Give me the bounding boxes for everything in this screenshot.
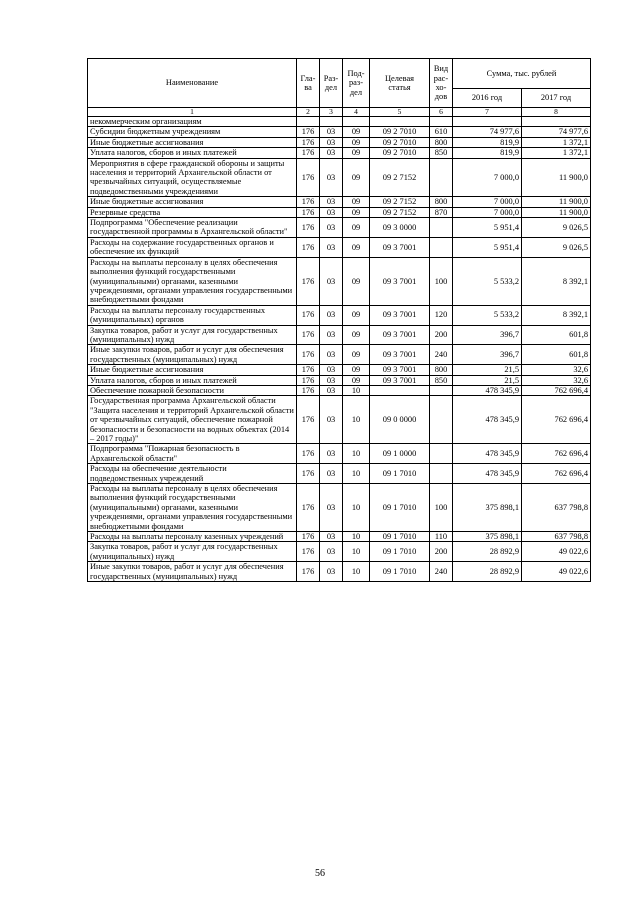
row-amount-2017: 8 392,1	[522, 305, 591, 325]
row-section: 03	[320, 444, 343, 464]
table-row	[88, 542, 591, 562]
row-amount-2016: 375 898,1	[453, 484, 522, 532]
row-chapter: 176	[297, 158, 320, 197]
row-amount-2017: 1 372,1	[522, 148, 591, 158]
table-row	[88, 345, 591, 365]
row-expense-type	[430, 396, 453, 444]
column-index-cell: 4	[343, 108, 370, 117]
header-year-2016: 2016 год	[453, 88, 522, 107]
row-subsection: 09	[343, 207, 370, 217]
column-index-row	[88, 108, 591, 117]
row-chapter: 176	[297, 305, 320, 325]
row-subsection: 09	[343, 365, 370, 375]
row-name: Иные бюджетные ассигнования	[88, 197, 297, 207]
row-subsection: 10	[343, 444, 370, 464]
row-name: Закупка товаров, работ и услуг для государственных (муниципальных) нужд	[88, 542, 297, 562]
row-section: 03	[320, 325, 343, 345]
row-target: 09 1 7010	[370, 542, 430, 562]
row-target: 09 3 7001	[370, 365, 430, 375]
table-row	[88, 385, 591, 395]
column-index-cell: 5	[370, 108, 430, 117]
row-amount-2016: 478 345,9	[453, 385, 522, 395]
row-name: Расходы на выплаты персоналу государственных (муниципальных) органов	[88, 305, 297, 325]
row-section: 03	[320, 345, 343, 365]
row-expense-type: 240	[430, 345, 453, 365]
row-amount-2017: 762 696,4	[522, 396, 591, 444]
row-amount-2016: 819,9	[453, 148, 522, 158]
column-index-cell: 7	[453, 108, 522, 117]
row-amount-2017: 762 696,4	[522, 464, 591, 484]
row-amount-2016: 28 892,9	[453, 542, 522, 562]
column-index-cell: 6	[430, 108, 453, 117]
column-index-cell: 8	[522, 108, 591, 117]
row-section: 03	[320, 542, 343, 562]
table-row	[88, 365, 591, 375]
row-name: Закупка товаров, работ и услуг для государственных (муниципальных) нужд	[88, 325, 297, 345]
row-name: Уплата налогов, сборов и иных платежей	[88, 375, 297, 385]
row-name: Мероприятия в сфере гражданской обороны и защиты населения и территорий Архангельской области от чрезвычайных ситуаций, осуществляемые подведомственными учреждениями	[88, 158, 297, 197]
table-row	[88, 117, 591, 127]
row-expense-type	[430, 237, 453, 257]
header-name: Наименование	[88, 59, 297, 108]
row-chapter: 176	[297, 542, 320, 562]
row-amount-2016: 21,5	[453, 365, 522, 375]
row-subsection: 09	[343, 325, 370, 345]
row-subsection: 09	[343, 148, 370, 158]
row-section: 03	[320, 197, 343, 207]
row-section: 03	[320, 375, 343, 385]
row-name: Подпрограмма "Обеспечение реализации государственной программы в Архангельской области"	[88, 218, 297, 238]
row-name: Расходы на выплаты персоналу казенных учреждений	[88, 532, 297, 542]
row-chapter: 176	[297, 197, 320, 207]
row-chapter: 176	[297, 444, 320, 464]
row-amount-2017: 11 900,0	[522, 197, 591, 207]
row-amount-2016: 478 345,9	[453, 444, 522, 464]
row-target: 09 2 7010	[370, 127, 430, 137]
row-section: 03	[320, 484, 343, 532]
row-chapter: 176	[297, 484, 320, 532]
row-amount-2017: 49 022,6	[522, 542, 591, 562]
table-row	[88, 257, 591, 305]
row-expense-type	[430, 444, 453, 464]
row-chapter: 176	[297, 532, 320, 542]
row-amount-2016	[453, 117, 522, 127]
table-row	[88, 127, 591, 137]
row-expense-type: 610	[430, 127, 453, 137]
row-subsection: 10	[343, 542, 370, 562]
row-section: 03	[320, 365, 343, 375]
row-expense-type: 800	[430, 197, 453, 207]
row-section: 03	[320, 257, 343, 305]
row-chapter: 176	[297, 396, 320, 444]
row-target	[370, 385, 430, 395]
row-expense-type	[430, 385, 453, 395]
row-chapter: 176	[297, 218, 320, 238]
column-index-cell: 1	[88, 108, 297, 117]
row-amount-2017: 762 696,4	[522, 385, 591, 395]
row-subsection: 09	[343, 197, 370, 207]
row-chapter: 176	[297, 207, 320, 217]
row-amount-2016: 5 951,4	[453, 218, 522, 238]
row-subsection: 09	[343, 305, 370, 325]
row-expense-type: 870	[430, 207, 453, 217]
row-amount-2016: 74 977,6	[453, 127, 522, 137]
row-name: Подпрограмма "Пожарная безопасность в Архангельской области"	[88, 444, 297, 464]
row-name: Расходы на выплаты персоналу в целях обеспечения выполнения функций государственными (муниципальными) органами, казенными учреждениями, органами управления государственными внебюджетными фондами	[88, 257, 297, 305]
row-chapter: 176	[297, 237, 320, 257]
table-row	[88, 532, 591, 542]
row-name: Уплата налогов, сборов и иных платежей	[88, 148, 297, 158]
row-amount-2017: 762 696,4	[522, 444, 591, 464]
row-expense-type: 110	[430, 532, 453, 542]
row-subsection: 10	[343, 464, 370, 484]
header-year-2017: 2017 год	[522, 88, 591, 107]
budget-table	[87, 58, 591, 582]
row-subsection: 09	[343, 237, 370, 257]
row-amount-2016: 396,7	[453, 345, 522, 365]
row-expense-type: 240	[430, 562, 453, 582]
header-chapter: Гла- ва	[297, 59, 320, 108]
header-expense-type: Вид рас- хо- дов	[430, 59, 453, 108]
row-target: 09 0 0000	[370, 396, 430, 444]
row-name: Расходы на обеспечение деятельности подведомственных учреждений	[88, 464, 297, 484]
row-section: 03	[320, 218, 343, 238]
row-subsection: 10	[343, 532, 370, 542]
row-name: Резервные средства	[88, 207, 297, 217]
row-target: 09 1 7010	[370, 484, 430, 532]
row-amount-2016: 396,7	[453, 325, 522, 345]
table-row	[88, 137, 591, 147]
row-target: 09 3 7001	[370, 305, 430, 325]
row-amount-2016: 5 951,4	[453, 237, 522, 257]
row-name: Обеспечение пожарной безопасности	[88, 385, 297, 395]
table-row	[88, 396, 591, 444]
row-amount-2016: 819,9	[453, 137, 522, 147]
row-chapter: 176	[297, 385, 320, 395]
row-section: 03	[320, 207, 343, 217]
row-target: 09 2 7152	[370, 207, 430, 217]
row-target: 09 3 7001	[370, 257, 430, 305]
row-expense-type: 850	[430, 148, 453, 158]
table-row	[88, 464, 591, 484]
row-subsection: 09	[343, 218, 370, 238]
row-name: Иные бюджетные ассигнования	[88, 365, 297, 375]
row-name: Иные закупки товаров, работ и услуг для обеспечения государственных (муниципальных) нужд	[88, 345, 297, 365]
row-subsection: 09	[343, 127, 370, 137]
header-sum: Сумма, тыс. рублей	[453, 59, 591, 89]
row-amount-2017: 11 900,0	[522, 207, 591, 217]
row-chapter	[297, 117, 320, 127]
table-row	[88, 237, 591, 257]
row-amount-2016: 5 533,2	[453, 305, 522, 325]
row-section: 03	[320, 137, 343, 147]
row-name: Субсидии бюджетным учреждениям	[88, 127, 297, 137]
row-amount-2017: 74 977,6	[522, 127, 591, 137]
row-target: 09 2 7152	[370, 158, 430, 197]
row-subsection: 10	[343, 562, 370, 582]
row-subsection: 09	[343, 345, 370, 365]
row-section	[320, 117, 343, 127]
row-amount-2016: 5 533,2	[453, 257, 522, 305]
row-target: 09 1 7010	[370, 464, 430, 484]
row-name: некоммерческим организациям	[88, 117, 297, 127]
row-chapter: 176	[297, 127, 320, 137]
row-subsection: 10	[343, 484, 370, 532]
row-subsection: 10	[343, 396, 370, 444]
row-amount-2016: 478 345,9	[453, 396, 522, 444]
table-row	[88, 375, 591, 385]
row-expense-type: 800	[430, 365, 453, 375]
row-chapter: 176	[297, 562, 320, 582]
row-chapter: 176	[297, 365, 320, 375]
table-row	[88, 444, 591, 464]
row-chapter: 176	[297, 375, 320, 385]
row-amount-2016: 7 000,0	[453, 158, 522, 197]
table-row	[88, 218, 591, 238]
header-target: Целевая статья	[370, 59, 430, 108]
row-section: 03	[320, 532, 343, 542]
table-row	[88, 148, 591, 158]
row-chapter: 176	[297, 137, 320, 147]
row-amount-2016: 375 898,1	[453, 532, 522, 542]
row-chapter: 176	[297, 345, 320, 365]
row-section: 03	[320, 562, 343, 582]
row-target: 09 3 7001	[370, 375, 430, 385]
row-amount-2017: 601,8	[522, 325, 591, 345]
row-section: 03	[320, 237, 343, 257]
row-expense-type: 100	[430, 484, 453, 532]
table-row	[88, 207, 591, 217]
row-expense-type: 120	[430, 305, 453, 325]
row-expense-type: 850	[430, 375, 453, 385]
column-index-cell: 2	[297, 108, 320, 117]
row-target: 09 1 7010	[370, 562, 430, 582]
row-subsection: 09	[343, 375, 370, 385]
row-section: 03	[320, 148, 343, 158]
page-number: 56	[315, 868, 325, 879]
row-amount-2017: 32,6	[522, 365, 591, 375]
row-name: Иные бюджетные ассигнования	[88, 137, 297, 147]
row-amount-2017: 637 798,8	[522, 484, 591, 532]
table-row	[88, 305, 591, 325]
column-index-cell: 3	[320, 108, 343, 117]
header-section: Раз- дел	[320, 59, 343, 108]
row-amount-2016: 478 345,9	[453, 464, 522, 484]
row-expense-type	[430, 158, 453, 197]
row-amount-2016: 28 892,9	[453, 562, 522, 582]
row-section: 03	[320, 385, 343, 395]
row-chapter: 176	[297, 148, 320, 158]
row-expense-type	[430, 117, 453, 127]
row-chapter: 176	[297, 325, 320, 345]
row-amount-2016: 21,5	[453, 375, 522, 385]
row-target: 09 3 7001	[370, 345, 430, 365]
row-name: Расходы на содержание государственных органов и обеспечение их функций	[88, 237, 297, 257]
row-target: 09 1 7010	[370, 532, 430, 542]
row-subsection: 10	[343, 385, 370, 395]
row-subsection	[343, 117, 370, 127]
row-amount-2017: 49 022,6	[522, 562, 591, 582]
row-amount-2017: 1 372,1	[522, 137, 591, 147]
row-target: 09 3 7001	[370, 325, 430, 345]
row-section: 03	[320, 464, 343, 484]
row-target: 09 3 0000	[370, 218, 430, 238]
row-amount-2016: 7 000,0	[453, 197, 522, 207]
row-amount-2016: 7 000,0	[453, 207, 522, 217]
row-chapter: 176	[297, 257, 320, 305]
row-name: Государственная программа Архангельской области "Защита населения и территорий Архангельской области от чрезвычайных ситуаций, обеспечение пожарной безопасности и безопасности на водных объектах (2014 – 2017 годы)"	[88, 396, 297, 444]
row-expense-type: 200	[430, 542, 453, 562]
row-section: 03	[320, 158, 343, 197]
row-subsection: 09	[343, 137, 370, 147]
row-subsection: 09	[343, 158, 370, 197]
row-chapter: 176	[297, 464, 320, 484]
row-amount-2017: 9 026,5	[522, 218, 591, 238]
row-amount-2017: 11 900,0	[522, 158, 591, 197]
row-expense-type	[430, 218, 453, 238]
row-amount-2017: 637 798,8	[522, 532, 591, 542]
row-amount-2017: 8 392,1	[522, 257, 591, 305]
table-row	[88, 158, 591, 197]
row-target: 09 2 7010	[370, 137, 430, 147]
row-name: Расходы на выплаты персоналу в целях обеспечения выполнения функций государственными (муниципальными) органами, казенными учреждениями, органами управления государственными внебюджетными фондами	[88, 484, 297, 532]
row-expense-type	[430, 464, 453, 484]
table-row	[88, 325, 591, 345]
row-expense-type: 200	[430, 325, 453, 345]
row-name: Иные закупки товаров, работ и услуг для обеспечения государственных (муниципальных) нужд	[88, 562, 297, 582]
row-amount-2017	[522, 117, 591, 127]
row-section: 03	[320, 127, 343, 137]
header-subsection: Под- раз- дел	[343, 59, 370, 108]
row-target: 09 1 0000	[370, 444, 430, 464]
table-row	[88, 562, 591, 582]
row-target: 09 2 7152	[370, 197, 430, 207]
row-amount-2017: 9 026,5	[522, 237, 591, 257]
row-section: 03	[320, 396, 343, 444]
row-target	[370, 117, 430, 127]
row-amount-2017: 32,6	[522, 375, 591, 385]
table-row	[88, 197, 591, 207]
row-amount-2017: 601,8	[522, 345, 591, 365]
row-subsection: 09	[343, 257, 370, 305]
row-target: 09 2 7010	[370, 148, 430, 158]
row-section: 03	[320, 305, 343, 325]
row-expense-type: 800	[430, 137, 453, 147]
table-row	[88, 484, 591, 532]
row-expense-type: 100	[430, 257, 453, 305]
row-target: 09 3 7001	[370, 237, 430, 257]
